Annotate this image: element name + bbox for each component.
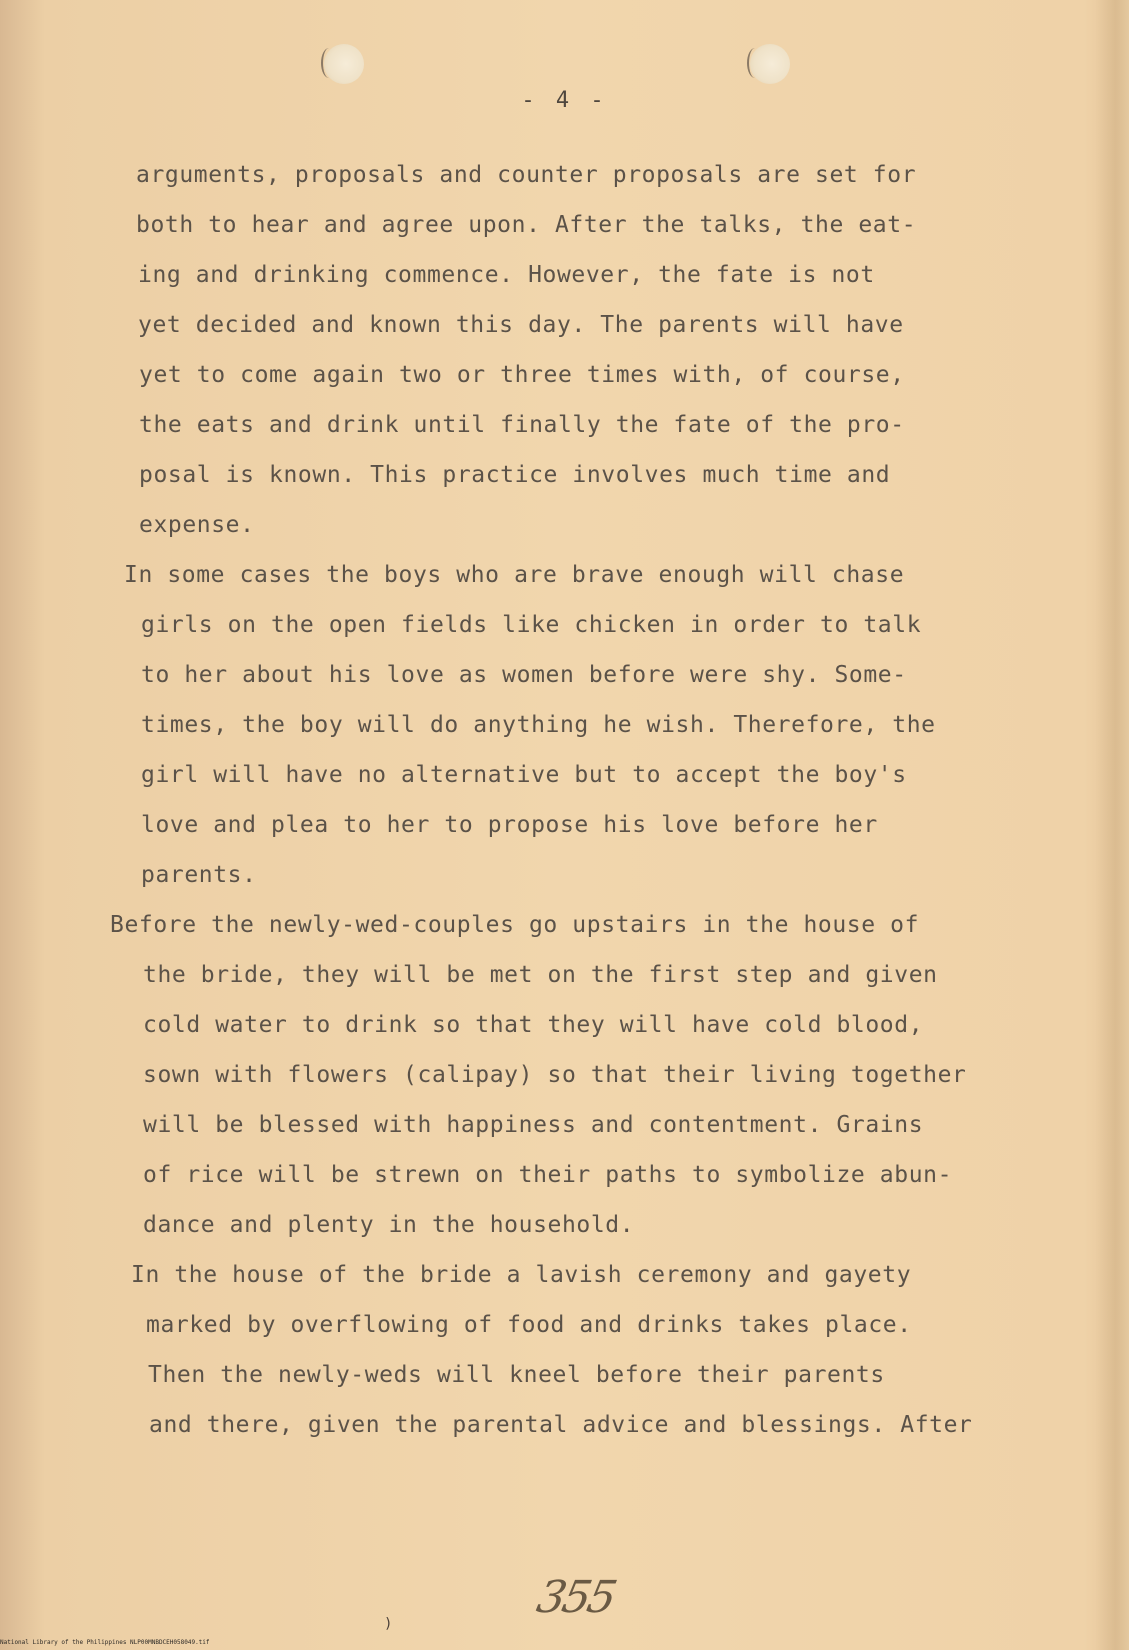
text-line: In some cases the boys who are brave enough will chase (124, 562, 905, 588)
text-line: arguments, proposals and counter proposals are set for (136, 162, 917, 188)
page-number: - 4 - (521, 88, 608, 113)
text-line: In the house of the bride a lavish ceremony and gayety (131, 1262, 912, 1288)
text-line: yet decided and known this day. The parents will have (138, 312, 904, 338)
text-line: cold water to drink so that they will have cold blood, (143, 1012, 924, 1038)
text-line: times, the boy will do anything he wish. Therefore, the (141, 712, 936, 738)
text-line: yet to come again two or three times with, of course, (139, 362, 905, 388)
text-line: Before the newly-wed-couples go upstairs in the house of (110, 912, 920, 938)
text-line: the bride, they will be met on the first step and given (143, 962, 938, 988)
text-line: posal is known. This practice involves much time and (139, 462, 891, 488)
punch-hole-left (324, 44, 364, 84)
text-line: will be blessed with happiness and contentment. Grains (143, 1112, 924, 1138)
punch-hole-right (750, 44, 790, 84)
text-line: to her about his love as women before were shy. Some- (141, 662, 907, 688)
text-line: the eats and drink until finally the fate of the pro- (139, 412, 905, 438)
text-line: and there, given the parental advice and blessings. After (149, 1412, 973, 1438)
text-line: love and plea to her to propose his love before her (141, 812, 878, 838)
page-edge-shadow (1095, 0, 1129, 1650)
stray-mark: ) (384, 1616, 393, 1632)
text-line: of rice will be strewn on their paths to symbolize abun- (143, 1162, 953, 1188)
text-line: both to hear and agree upon. After the talks, the eat- (136, 212, 917, 238)
text-line: girls on the open fields like chicken in order to talk (141, 612, 922, 638)
handwritten-folio-number: 355 (532, 1572, 619, 1623)
text-line: marked by overflowing of food and drinks takes place. (146, 1312, 912, 1338)
text-line: ing and drinking commence. However, the fate is not (138, 262, 875, 288)
text-line: Then the newly-weds will kneel before their parents (148, 1362, 885, 1388)
text-line: expense. (139, 512, 255, 538)
text-line: dance and plenty in the household. (143, 1212, 635, 1238)
text-line: parents. (141, 862, 257, 888)
text-line: sown with flowers (calipay) so that their living together (143, 1062, 967, 1088)
text-line: girl will have no alternative but to accept the boy's (141, 762, 907, 788)
scan-footer: National Library of the Philippines NLP00MNBDCEH058049.tif (0, 1639, 210, 1646)
